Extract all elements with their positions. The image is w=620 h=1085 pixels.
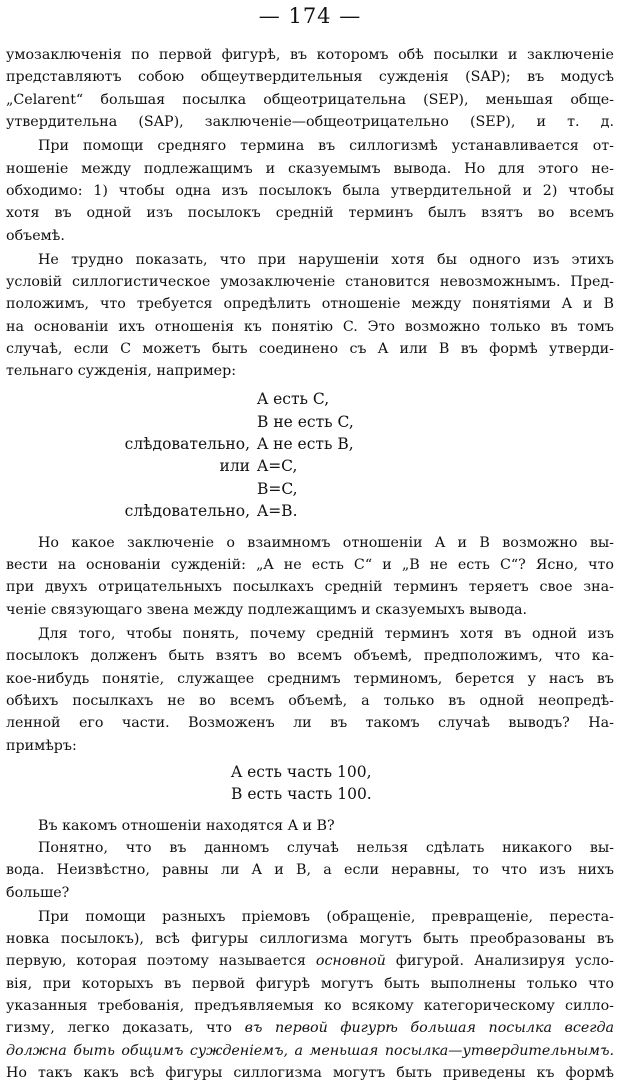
text-line: ношеніе между подлежащимъ и сказуемымъ вывода. Но для этого не- (6, 160, 614, 177)
text-line: условій силлогистическое умозаключеніе становится невозможнымъ. Пред- (6, 274, 614, 290)
text-line: утвердительна (SAP), заключеніе—общеотрицательно (SEP), и т. д. (6, 114, 614, 130)
formula-expression: B=C, (257, 479, 298, 498)
text-line: хотя въ одной изъ посылокъ средній терминъ былъ взятъ во всемъ (6, 205, 614, 222)
formula-label: или (219, 457, 250, 476)
formula-label: слѣдовательно, (124, 502, 250, 520)
text-line: указанныя требованія, предъявляемыя ко всякому категорическому силло- (6, 998, 614, 1014)
text-fragment: фигурой. Анализируя усло- (385, 953, 614, 970)
text-line: положимъ, что требуется опредѣлить отношеніе между понятіями A и B (6, 296, 614, 313)
page-number: — 174 — (258, 4, 362, 28)
formula-expression: A=B. (257, 502, 298, 520)
text-line: при двухъ отрицательныхъ посылкахъ средній терминъ теряетъ свое зна- (6, 579, 614, 596)
text-line: вія, при которыхъ въ первой фигурѣ могутъ быть выполнены только что (6, 975, 614, 992)
text-line: вода. Неизвѣстно, равны ли A и B, а если неравны, то что изъ нихъ (6, 862, 614, 879)
text-line: ченіе связующаго звена между подлежащимъ и сказуемыхъ вывода. (6, 601, 528, 618)
emphasized-term: основной (315, 953, 386, 970)
text-line: посылокъ долженъ быть взятъ во всемъ объемѣ, предположимъ, что ка- (6, 648, 614, 665)
text-line: больше? (6, 884, 70, 901)
text-fragment: гизму, легко доказать, что (6, 1020, 245, 1037)
text-line: Для того, чтобы понять, почему средній терминъ хотя въ одной изъ (38, 625, 614, 642)
text-line: должна быть общимъ сужденіемъ, а меньшая посылка—утвердительнымъ. (6, 1042, 614, 1059)
text-line: умозаключенія по первой фигурѣ, въ которомъ обѣ посылки и заключеніе (6, 47, 614, 63)
text-line: объемѣ. (6, 227, 65, 244)
formula-expression: A есть часть 100, (231, 762, 372, 781)
text-line: новка посылокъ), всѣ фигуры силлогизма могутъ быть преобразованы въ (6, 931, 614, 947)
text-line: вести на основаніи сужденій: „A не есть C“ и „B не есть C“? Ясно, что (6, 556, 614, 573)
formula-expression: B не есть C, (257, 412, 354, 431)
text-line: кое-нибудь понятіе, служащее среднимъ терминомъ, берется у насъ въ (6, 670, 614, 687)
formula-expression: B есть часть 100. (231, 784, 372, 803)
formula-label: слѣдовательно, (124, 435, 250, 453)
formula-expression: A есть C, (257, 390, 330, 409)
text-line: Понятно, что въ данномъ случаѣ нельзя сдѣлать никакого вы- (38, 839, 614, 856)
text-line: Но какое заключеніе о взаимномъ отношеніи A и B возможно вы- (38, 534, 614, 551)
text-line: Не трудно показать, что при нарушеніи хотя бы одного изъ этихъ (38, 251, 614, 268)
formula-expression: A не есть B, (257, 435, 354, 453)
text-line: При помощи разныхъ пріемовъ (обращеніе, превращеніе, переста- (38, 908, 614, 925)
text-line: представляютъ собою общеутвердительныя сужденія (SAP); въ модусѣ (6, 69, 614, 86)
text-line: обходимо: 1) чтобы одна изъ посылокъ была утвердительной и 2) чтобы (6, 182, 614, 199)
emphasized-text: въ первой фигурѣ большая посылка всегда (244, 1020, 614, 1037)
text-line: ленной его части. Возможенъ ли въ такомъ случаѣ выводъ? На- (6, 715, 614, 732)
text-fragment: первую, которая поэтому называется (6, 953, 316, 970)
text-line: „Celarent“ большая посылка общеотрицательна (SEP), меньшая обще- (6, 91, 614, 108)
text-line: тельнаго сужденія, например: (6, 363, 237, 380)
text-line: обѣихъ посылкахъ не во всемъ объемѣ, а только въ одной неопредѣ- (6, 692, 614, 709)
formula-expression: A=C, (257, 457, 298, 476)
text-line: Въ какомъ отношеніи находятся A и B? (38, 817, 335, 834)
text-line (6, 1017, 614, 1039)
text-line (6, 950, 614, 972)
text-line: на основаніи ихъ отношенія къ понятію C. Это возможно только въ томъ (6, 318, 614, 335)
text-line: При помощи средняго термина въ силлогизмѣ устанавливается от- (38, 138, 614, 155)
text-line: примѣръ: (6, 737, 77, 754)
text-line: Но такъ какъ всѣ фигуры силлогизма могутъ быть приведены къ формѣ (6, 1065, 614, 1081)
text-line: случаѣ, если C можетъ быть соединено съ A или B въ формѣ утверди- (6, 341, 614, 357)
